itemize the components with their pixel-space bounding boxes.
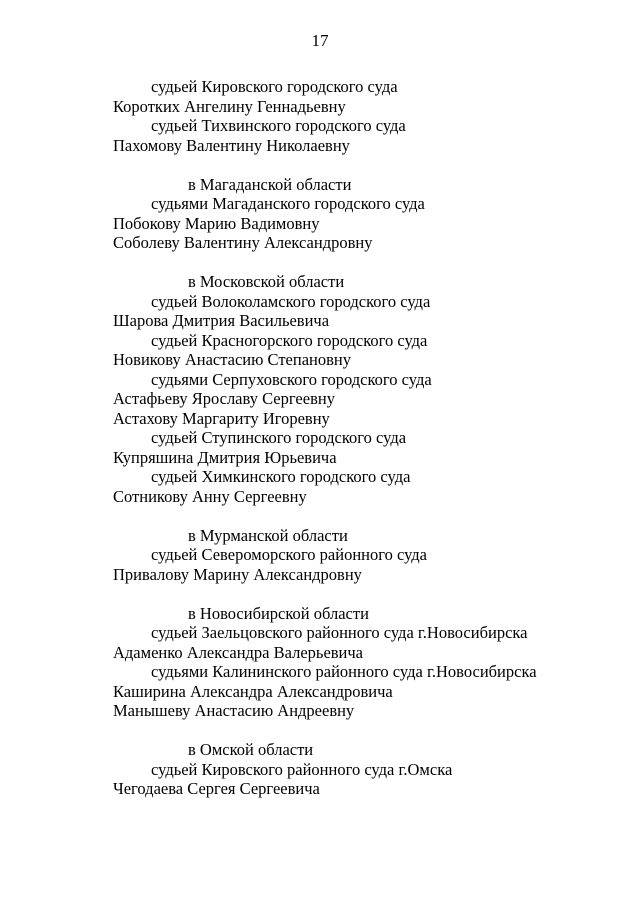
paragraph-gap [113,506,613,526]
court-line: судьей Североморского районного суда [151,545,428,564]
person-name: Купряшина Дмитрия Юрьевича [113,447,337,467]
paragraph-gap [113,721,613,741]
court-line: судьями Серпуховского городского суда [151,369,432,389]
court-line: судьей Тихвинского городского суда [151,116,406,135]
person-name: Адаменко Александра Валерьевича [113,642,364,662]
person-name: Каширина Александра Александровича [113,681,393,701]
court-line: судьей Ступинского городского суда [151,428,407,447]
page-number: 17 [311,31,329,50]
court-line: судьей Химкинского городского суда [151,467,411,486]
court-line: судьей Кировского городского суда [151,77,398,96]
person-name: Сотникову Анну Сергеевну [113,486,307,506]
person-name: Пахомову Валентину Николаевну [113,135,350,155]
court-line: судьей Заельцовского районного суда г.Новосибирска [151,623,528,642]
region-heading: в Омской области [188,740,314,759]
region-heading: в Новосибирской области [188,603,369,623]
paragraph-gap [113,584,613,604]
person-name: Соболеву Валентину Александровну [113,233,373,252]
region-heading: в Магаданской области [188,174,352,194]
person-name: Астафьеву Ярославу Сергеевну [113,389,335,408]
person-name: Привалову Марину Александровну [113,564,362,584]
person-name: Коротких Ангелину Геннадьевну [113,96,346,116]
person-name: Побокову Марию Вадимовну [113,213,320,233]
person-name: Манышеву Анастасию Андреевну [113,701,355,720]
region-heading: в Московской области [188,272,345,291]
paragraph-gap [113,155,613,175]
court-line: судьями Магаданского городского суда [151,194,425,213]
court-line: судьей Кировского районного суда г.Омска [151,759,453,779]
paragraph-gap [113,253,613,273]
person-name: Шарова Дмитрия Васильевича [113,311,330,330]
person-name: Новикову Анастасию Степановну [113,350,351,369]
document-body [113,77,613,799]
region-heading: в Мурманской области [188,525,348,545]
court-line: судьями Калининского районного суда г.Новосибирска [151,662,537,681]
person-name: Астахову Маргариту Игоревну [113,408,330,428]
court-line: судьей Красногорского городского суда [151,330,428,350]
person-name: Чегодаева Сергея Сергеевича [113,779,320,798]
court-line: судьей Волоколамского городского суда [151,291,431,311]
